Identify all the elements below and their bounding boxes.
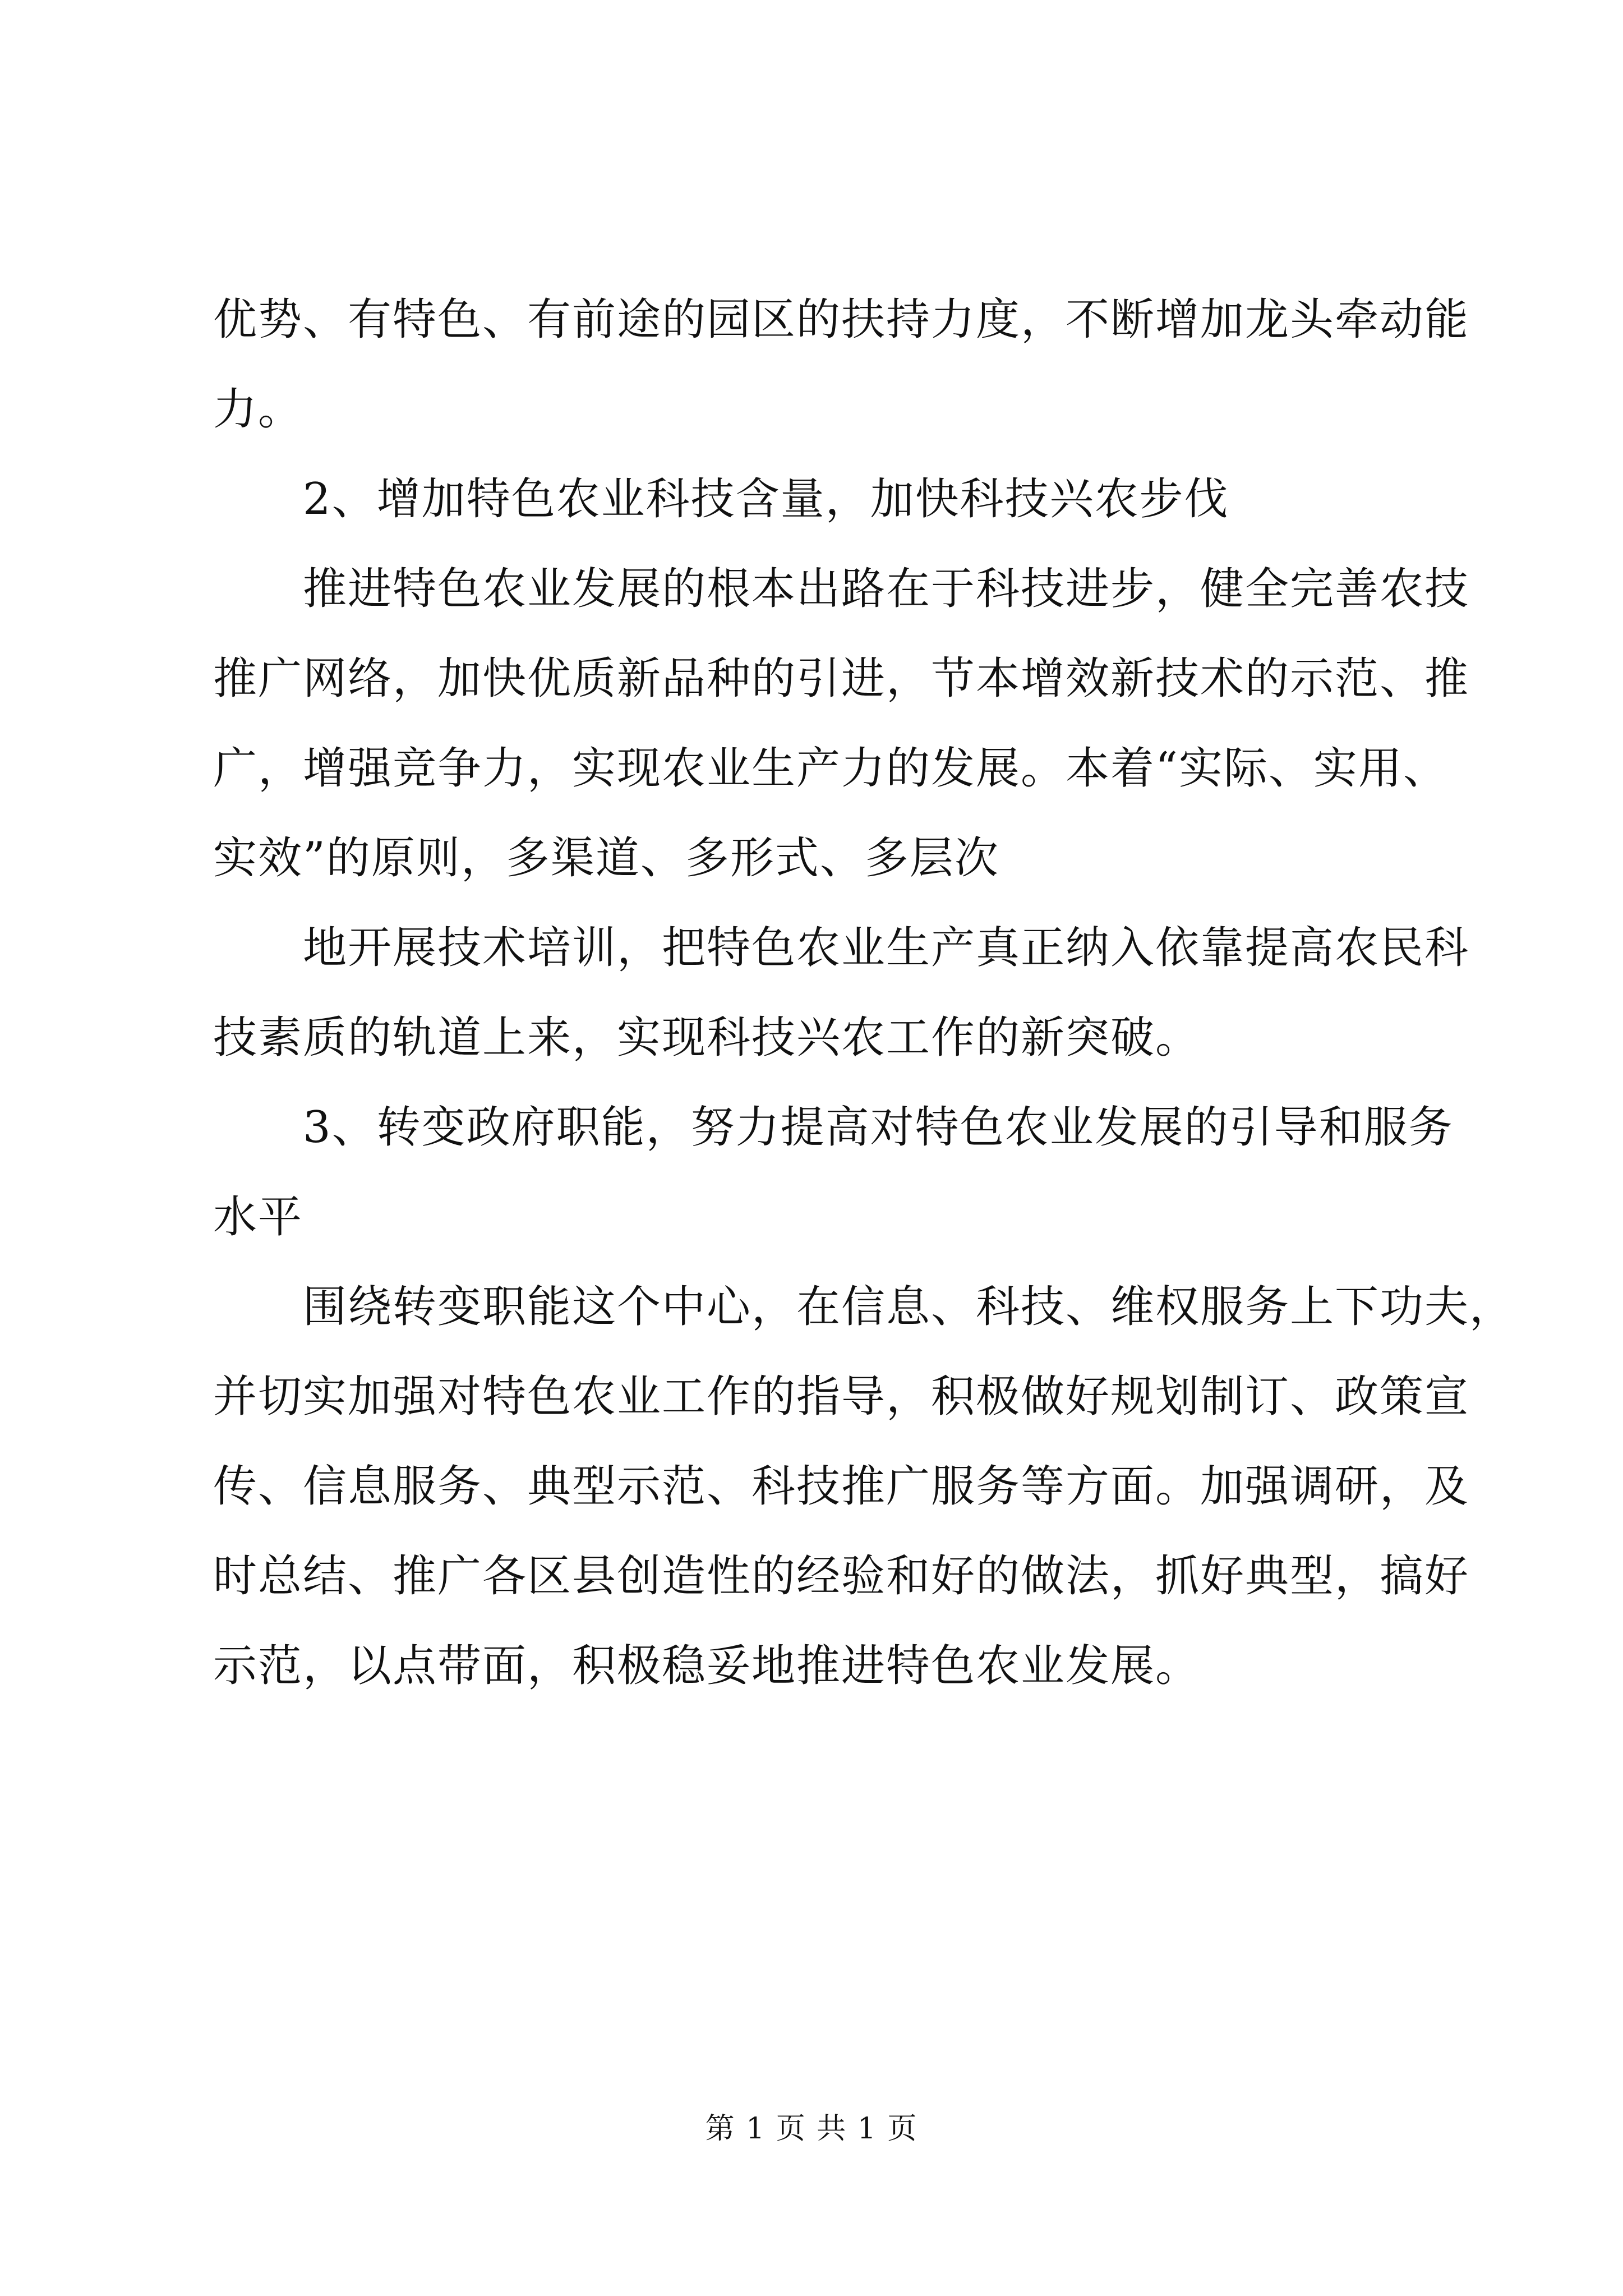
page-number-footer: 第 1 页 共 1 页 [705, 2112, 918, 2146]
section-heading-continued: 水平 [213, 1192, 303, 1243]
text-line: 示范，以点带面，积极稳妥地推进特色农业发展。 [213, 1641, 1201, 1691]
text-line: 技素质的轨道上来，实现科技兴农工作的新突破。 [213, 1013, 1201, 1063]
section-heading: 2、增加特色农业科技含量，加快科技兴农步伐 [303, 474, 1229, 524]
text-line: 地开展技术培训，把特色农业生产真正纳入依靠提高农民科 [303, 923, 1470, 973]
text-line: 优势、有特色、有前途的园区的扶持力度，不断增加龙头牵动能 [213, 295, 1470, 345]
text-line: 实效”的原则，多渠道、多形式、多层次 [213, 833, 999, 884]
text-line: 围绕转变职能这个中心，在信息、科技、维权服务上下功夫， [303, 1282, 1515, 1332]
text-line: 力。 [213, 384, 303, 435]
text-line: 推进特色农业发展的根本出路在于科技进步，健全完善农技 [303, 564, 1470, 614]
text-line: 并切实加强对特色农业工作的指导，积极做好规划制订、政策宣 [213, 1372, 1470, 1422]
text-line: 广，增强竞争力，实现农业生产力的发展。本着“实际、实用、 [213, 743, 1448, 794]
text-line: 推广网络，加快优质新品种的引进，节本增效新技术的示范、推 [213, 654, 1470, 704]
text-line: 传、信息服务、典型示范、科技推广服务等方面。加强调研，及 [213, 1461, 1470, 1512]
section-heading: 3、转变政府职能，努力提高对特色农业发展的引导和服务 [303, 1102, 1454, 1153]
text-line: 时总结、推广各区县创造性的经验和好的做法，抓好典型，搞好 [213, 1551, 1470, 1602]
